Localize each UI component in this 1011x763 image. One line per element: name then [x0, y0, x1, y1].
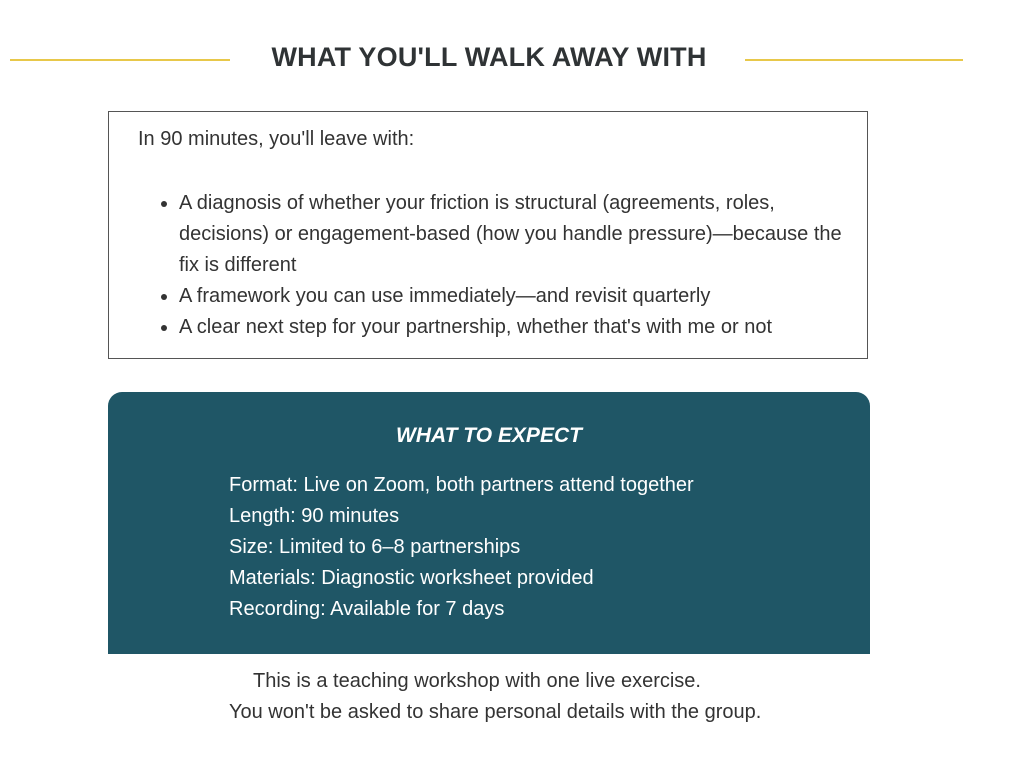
what-to-expect-title: WHAT TO EXPECT [396, 424, 582, 447]
outcome-item-next-step: • A clear next step for your partnership, whether that's with me or not [179, 312, 859, 343]
heading-rule-right [745, 59, 963, 61]
outcomes-list [157, 188, 859, 343]
note-line-1: This is a teaching workshop with one live exercise. [253, 670, 701, 692]
heading-rule-left [10, 59, 230, 61]
outcomes-intro: In 90 minutes, you'll leave with: [138, 128, 415, 150]
outcomes-box [108, 111, 868, 359]
section-heading-row [0, 40, 1011, 84]
expect-detail-length: Length: 90 minutes [229, 505, 400, 527]
expect-detail-format: Format: Live on Zoom, both partners attend together [229, 474, 694, 496]
note-line-2: You won't be asked to share personal details with the group. [229, 701, 762, 723]
expect-detail-recording: Recording: Available for 7 days [229, 598, 505, 620]
section-title: WHAT YOU'LL WALK AWAY WITH [271, 42, 707, 72]
what-to-expect-card [108, 392, 870, 654]
outcome-item-diagnosis: • A diagnosis of whether your friction is structural (agreements, roles, decisions) or engagement-based (how you handle pressure)—because the fix is different [179, 188, 859, 281]
expect-detail-size: Size: Limited to 6–8 partnerships [229, 536, 521, 558]
expect-detail-materials: Materials: Diagnostic worksheet provided [229, 567, 594, 589]
expect-details-list [229, 470, 694, 625]
workshop-note [0, 666, 1011, 728]
outcome-item-framework: • A framework you can use immediately—and revisit quarterly [179, 281, 859, 312]
